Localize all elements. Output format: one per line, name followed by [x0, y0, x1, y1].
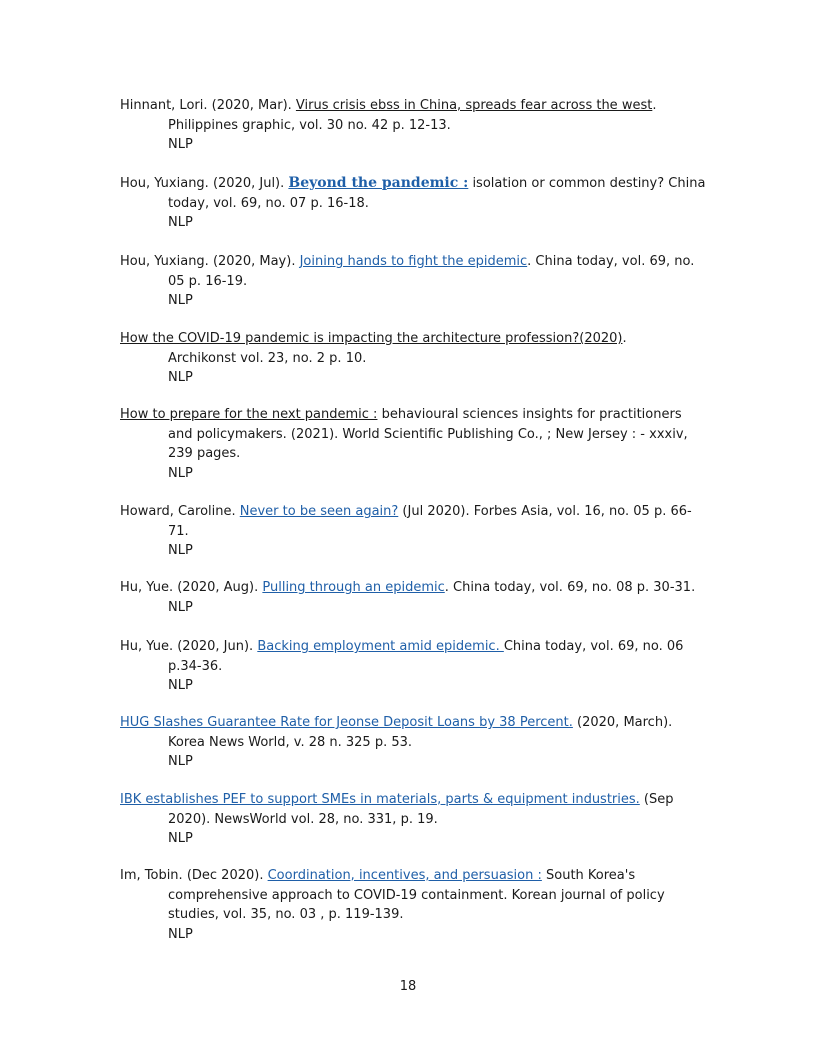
entry-text: NLP: [168, 215, 193, 230]
entry-text: South Korea's: [541, 868, 636, 883]
entry-text: Archikonst vol. 23, no. 2 p. 10.: [168, 350, 367, 366]
entry-line: [120, 96, 695, 116]
entry-link[interactable]: IBK establishes PEF to support SMEs in materials, parts & equipment industries.: [120, 792, 640, 807]
entry-line: [120, 425, 695, 445]
entry-line: [120, 886, 695, 906]
bibliography-entry: [120, 96, 695, 155]
entry-title: How the COVID-19 pandemic is impacting the architecture profession?(2020): [120, 331, 623, 346]
entry-line: [120, 733, 695, 753]
entry-text: p.34-36.: [168, 658, 223, 674]
entry-text: NLP: [168, 465, 193, 481]
entry-text: Korea News World, v. 28 n. 325 p. 53.: [168, 734, 413, 750]
entry-text: NLP: [168, 543, 193, 558]
entry-text: .: [652, 98, 657, 113]
entry-text: (Jul 2020). Forbes Asia, vol. 16, no. 05 p. 66-: [398, 504, 692, 519]
bibliography-entry: [120, 502, 695, 561]
entry-text: NLP: [168, 370, 193, 385]
entry-text: Hou, Yuxiang. (2020, Jul).: [120, 176, 289, 191]
entry-text: Hu, Yue. (2020, Jun).: [120, 639, 258, 654]
entry-text: NLP: [168, 831, 193, 846]
entry-text: Hu, Yue. (2020, Aug).: [120, 580, 263, 595]
entry-line: [120, 464, 695, 484]
entry-text: (2020, March).: [572, 715, 673, 730]
entry-line: [120, 444, 695, 464]
entry-text: China today, vol. 69, no. 06: [503, 639, 684, 654]
entry-line: [120, 252, 695, 272]
entry-text: .: [622, 331, 627, 346]
entry-text: NLP: [168, 599, 193, 615]
entry-link[interactable]: Beyond the pandemic :: [288, 175, 469, 191]
entry-link[interactable]: Never to be seen again?: [239, 504, 399, 519]
entry-line: [120, 829, 695, 849]
entry-line: [120, 866, 695, 886]
entry-text: . China today, vol. 69, no.: [527, 254, 695, 269]
page-number: 18: [399, 979, 417, 994]
entry-line: [120, 174, 706, 194]
entry-text: 71.: [168, 523, 189, 539]
entry-line: [120, 329, 695, 349]
entry-text: Hou, Yuxiang. (2020, May).: [120, 254, 300, 269]
entry-link[interactable]: HUG Slashes Guarantee Rate for Jeonse Deposit Loans by 38 Percent.: [120, 715, 573, 730]
entry-text: comprehensive approach to COVID-19 containment. Korean journal of policy: [168, 887, 665, 903]
entry-line: [120, 810, 695, 830]
bibliography-entry: [120, 174, 706, 233]
entry-link[interactable]: Backing employment amid epidemic.: [257, 639, 504, 654]
entry-line: [120, 752, 695, 772]
bibliography-entry: [120, 713, 695, 772]
entry-link[interactable]: Coordination, incentives, and persuasion :: [267, 868, 542, 883]
entry-text: and policymakers. (2021). World Scientific Publishing Co., ; New Jersey : - xxxiv,: [168, 426, 688, 442]
entry-line: [120, 502, 695, 522]
entry-line: [120, 135, 695, 155]
entry-link[interactable]: Joining hands to fight the epidemic: [299, 254, 528, 269]
entry-line: [120, 790, 695, 810]
entry-text: 05 p. 16-19.: [168, 273, 248, 289]
bibliography-entry: [120, 405, 695, 483]
entry-title: How to prepare for the next pandemic :: [120, 407, 378, 422]
entry-text: today, vol. 69, no. 07 p. 16-18.: [168, 195, 369, 211]
bibliography-entry: [120, 578, 695, 617]
entry-line: [120, 637, 695, 657]
entry-text: NLP: [168, 926, 193, 942]
entry-text: Hinnant, Lori. (2020, Mar).: [120, 98, 296, 113]
entry-text: NLP: [168, 754, 193, 769]
bibliography-entry: [120, 790, 695, 849]
entry-line: [120, 522, 695, 542]
bibliography-entry: [120, 252, 695, 311]
entry-line: [120, 194, 695, 214]
entry-line: [120, 657, 695, 677]
entry-line: [120, 291, 695, 311]
entry-text: NLP: [168, 678, 193, 693]
entry-text: 2020). NewsWorld vol. 28, no. 331, p. 19.: [168, 811, 438, 827]
bibliography-entry: [120, 329, 695, 388]
entry-text: behavioural sciences insights for practitioners: [377, 407, 682, 422]
entry-line: [120, 578, 695, 598]
entry-text: (Sep: [639, 792, 674, 807]
entry-line: [120, 368, 695, 388]
entry-line: [120, 598, 695, 618]
entry-line: [120, 349, 695, 369]
entry-text: NLP: [168, 293, 193, 308]
entry-title: Virus crisis ebss in China, spreads fear across the west: [295, 98, 653, 113]
entry-line: [120, 405, 695, 425]
entry-line: [120, 713, 695, 733]
entry-line: [120, 905, 695, 925]
entry-text: 239 pages.: [168, 446, 241, 461]
entry-line: [120, 272, 695, 292]
bibliography-entry: [120, 866, 695, 944]
entry-line: [120, 116, 695, 136]
entry-text: NLP: [168, 137, 193, 152]
entry-line: [120, 925, 695, 945]
entry-line: [120, 676, 695, 696]
entry-text: . China today, vol. 69, no. 08 p. 30-31.: [444, 580, 696, 595]
entry-line: [120, 213, 695, 233]
entry-text: Im, Tobin. (Dec 2020).: [120, 868, 268, 883]
entry-line: [120, 541, 695, 561]
entry-text: isolation or common destiny? China: [468, 176, 706, 191]
entry-text: Howard, Caroline.: [120, 504, 240, 519]
entry-link[interactable]: Pulling through an epidemic: [262, 580, 445, 595]
entry-text: Philippines graphic, vol. 30 no. 42 p. 12-13.: [168, 117, 451, 133]
entry-text: studies, vol. 35, no. 03 , p. 119-139.: [168, 907, 404, 922]
bibliography-entry: [120, 637, 695, 696]
